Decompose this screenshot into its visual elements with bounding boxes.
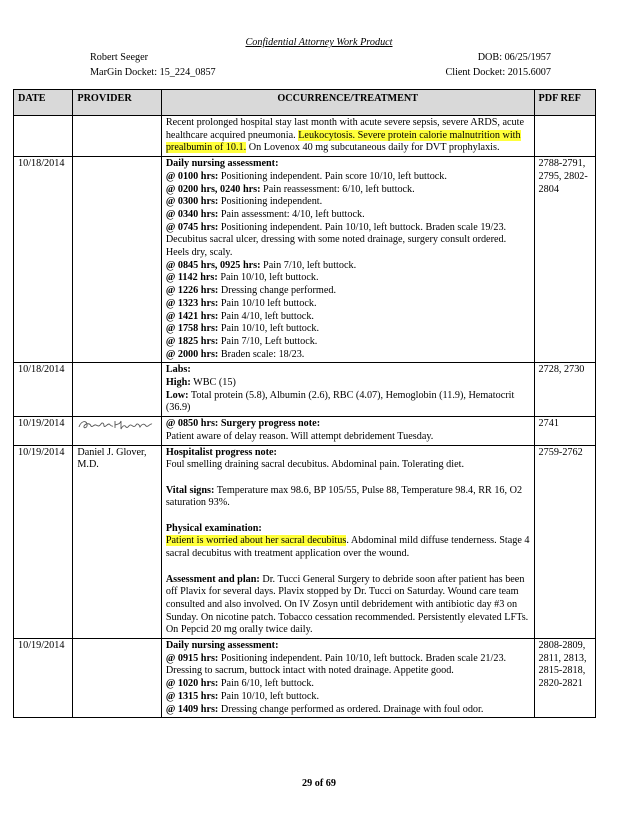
- cell-pdf-ref: 2808-2809, 2811, 2813, 2815-2818, 2820-2821: [534, 639, 595, 718]
- client-docket: Client Docket: 2015.6007: [445, 67, 551, 78]
- cell-date: 10/19/2014: [14, 639, 73, 718]
- cell-pdf-ref: 2741: [534, 417, 595, 445]
- table-row: [14, 157, 596, 363]
- entry-heading: Hospitalist progress note:: [165, 446, 277, 458]
- patient-dob: DOB: 06/25/1957: [477, 52, 551, 63]
- log-entry: @ 0100 hrs: Positioning independent. Pain score 10/10, left buttock.: [165, 170, 447, 182]
- log-entry: @ 0340 hrs: Pain assessment: 4/10, left buttock.: [165, 208, 365, 220]
- cell-provider: Daniel J. Glover, M.D.: [73, 445, 161, 639]
- column-header-provider: PROVIDER: [73, 90, 161, 116]
- entry-heading: Labs:: [165, 364, 191, 376]
- table-row: [14, 417, 596, 445]
- cell-occurrence: [161, 417, 534, 445]
- column-header-occurrence: OCCURRENCE/TREATMENT: [161, 90, 534, 116]
- entry-heading: @ 0850 hrs: Surgery progress note:: [165, 418, 321, 430]
- cell-provider: [73, 363, 161, 417]
- table-row: [14, 363, 596, 417]
- table-row: [14, 639, 596, 718]
- cell-occurrence: [161, 157, 534, 363]
- log-entry: @ 1825 hrs: Pain 7/10, Left buttock.: [165, 335, 318, 347]
- occurrence-text: Patient aware of delay reason. Will attempt debridement Tuesday.: [165, 430, 434, 442]
- cell-date: 10/19/2014: [14, 417, 73, 445]
- vital-signs: Vital signs: Temperature max 98.6, BP 105/55, Pulse 88, Temperature 98.4, RR 16, O2 saturation 93%.: [165, 484, 523, 509]
- cell-provider: [73, 157, 161, 363]
- cell-provider: [73, 639, 161, 718]
- exam-heading: Physical examination:: [165, 522, 262, 534]
- handwritten-signature: [77, 418, 155, 432]
- lab-low: Low: Total protein (5.8), Albumin (2.6), RBC (4.07), Hemoglobin (11.9), Hematocrit (36.9): [165, 389, 515, 414]
- cell-pdf-ref: 2788-2791, 2795, 2802-2804: [534, 157, 595, 363]
- log-entry: @ 0845 hrs, 0925 hrs: Pain 7/10, left buttock.: [165, 259, 357, 271]
- table-row: [14, 116, 596, 157]
- column-header-date: DATE: [14, 90, 73, 116]
- patient-name: Robert Seeger: [90, 52, 148, 63]
- medical-chronology-table: [13, 89, 596, 718]
- log-entry: @ 0300 hrs: Positioning independent.: [165, 196, 323, 208]
- log-entry: @ 1142 hrs: Pain 10/10, left buttock.: [165, 272, 319, 284]
- cell-date: 10/18/2014: [14, 157, 73, 363]
- cell-occurrence: [161, 363, 534, 417]
- log-entry: @ 1226 hrs: Dressing change performed.: [165, 285, 337, 297]
- cell-date: [14, 116, 73, 157]
- log-entry: @ 0200 hrs, 0240 hrs: Pain reassessment: 6/10, left buttock.: [165, 183, 415, 195]
- cell-pdf-ref: 2759-2762: [534, 445, 595, 639]
- log-entry: @ 2000 hrs: Braden scale: 18/23.: [165, 348, 305, 360]
- log-entry: @ 1409 hrs: Dressing change performed as ordered. Drainage with foul odor.: [165, 703, 484, 715]
- log-entry: @ 0915 hrs: Positioning independent. Pain 10/10, left buttock. Braden scale 21/23. Dressing to sacrum, buttock intact with noted drainage. Appetite good.: [165, 652, 507, 677]
- cell-occurrence: [161, 445, 534, 639]
- occurrence-text: Foul smelling draining sacral decubitus. Abdominal pain. Tolerating diet.: [165, 459, 464, 471]
- cell-provider: [73, 116, 161, 157]
- physical-exam: Patient is worried about her sacral decubitus. Abdominal mild diffuse tenderness. Stage 4 sacral decubitus with treatment application over the wound.: [165, 535, 530, 560]
- document-title: Confidential Attorney Work Product: [245, 37, 393, 48]
- cell-pdf-ref: [534, 116, 595, 157]
- cell-occurrence: [161, 639, 534, 718]
- log-entry: @ 1020 hrs: Pain 6/10, left buttock.: [165, 678, 314, 690]
- occurrence-text: On Lovenox 40 mg subcutaneous daily for DVT prophylaxis.: [246, 142, 500, 154]
- highlighted-text: Leukocytosis. Severe protein calorie malnutrition with prealbumin of 10.1.: [165, 129, 521, 154]
- table-row: [14, 445, 596, 639]
- log-entry: @ 1758 hrs: Pain 10/10, left buttock.: [165, 323, 320, 335]
- page-number: 29 of 69: [302, 778, 336, 789]
- lab-high: High: WBC (15): [165, 377, 236, 389]
- column-header-pdf-ref: PDF REF: [534, 90, 595, 116]
- cell-date: 10/19/2014: [14, 445, 73, 639]
- log-entry: @ 1315 hrs: Pain 10/10, left buttock.: [165, 690, 320, 702]
- log-entry: @ 1421 hrs: Pain 4/10, left buttock.: [165, 310, 314, 322]
- assessment-plan: Assessment and plan: Dr. Tucci General Surgery to debride soon after patient has been off Plavix for several days. Plavix stopped by Dr. Tucci on Saturday. Wound care team consulted and also involved. On IV Zosyn until debridement with antibiotic day #3 on Sunday. On nicotine patch. Tobacco cessation recommended. Persistently elevated LFTs. On Pepcid 20 mg orally twice daily.: [165, 573, 529, 636]
- entry-heading: Daily nursing assessment:: [165, 158, 279, 170]
- margin-docket: MarGin Docket: 15_224_0857: [90, 67, 216, 78]
- occurrence-text: Recent prolonged hospital stay last month with acute severe sepsis, severe ARDS, acute healthcare acquired pneumonia.: [165, 117, 525, 141]
- entry-heading: Daily nursing assessment:: [165, 640, 279, 652]
- highlighted-text: Patient is worried about her sacral decubitus: [165, 535, 347, 547]
- cell-date: 10/18/2014: [14, 363, 73, 417]
- log-entry: @ 0745 hrs: Positioning independent. Pain 10/10, left buttock. Braden scale 19/23. Decubitus sacral ulcer, dressing with some noted drainage, surgery consult ordered. Heels dry, scaly.: [165, 221, 507, 259]
- log-entry: @ 1323 hrs: Pain 10/10 left buttock.: [165, 297, 317, 309]
- cell-provider: [73, 417, 161, 445]
- table-header-row: [14, 90, 596, 116]
- cell-pdf-ref: 2728, 2730: [534, 363, 595, 417]
- cell-occurrence: [161, 116, 534, 157]
